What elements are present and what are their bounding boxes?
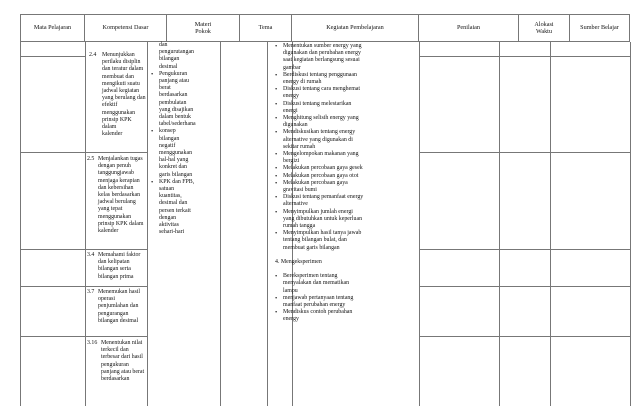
kegiatan-item: • Melakukan percobaan gaya gravitasi bumi	[275, 180, 418, 194]
row-separator	[85, 152, 147, 153]
row-separator	[419, 286, 630, 287]
kd-text: Memahami faktor dan kelipatan bilangan serta bilangan prima	[98, 252, 141, 280]
kd-number: 3.4	[87, 252, 95, 258]
row-separator	[20, 249, 85, 250]
kd-text: Menunjukkan perilaku disiplin dan teratur dalam membuat dan mengikuti suatu jadwal kegiatan yang berulang dan efektif menggunakan prinsip KPK dalam kalender	[102, 52, 146, 138]
row-separator	[419, 152, 630, 153]
kegiatan-cell	[275, 43, 418, 324]
kd-text: Menentukan nilai terkecil dan terbesar dari hasil pengukuran panjang atau berat berdasarkan	[101, 340, 145, 383]
materi-item: • KPK dan FPB, satuan kuantitas, desimal dan persen terkait dengan aktivitas sehari-hari	[151, 179, 219, 237]
materi-item: • Pengukuran panjang atau berat berdasarkan pembulatan yang disajikan dalam bentuk tabel/sederhana	[151, 71, 219, 129]
kegiatan-item: • Mendiskus contoh perubahan energy	[275, 309, 418, 323]
table-header-row	[20, 14, 630, 42]
col-line	[499, 42, 500, 406]
kegiatan-item: • Bereksperimen tentang menyalakan dan mematikan lampu	[275, 273, 418, 295]
row-separator	[419, 56, 630, 57]
kd-number: 2.4	[89, 52, 97, 58]
kegiatan-section-heading: 4. Mengeksperimen	[275, 258, 322, 265]
header-mata-pelajaran: Mata Pelajaran	[20, 15, 85, 41]
kegiatan-item: • Menentukan sumber energy yang digunakan dan perubahan energy saat kegiatan berlangsung sesuai gambar	[275, 43, 418, 72]
row-separator	[20, 336, 85, 337]
kegiatan-item: • Mendiskusikan tentang energy alternative yang digunakan di sekitar rumah	[275, 129, 418, 151]
kegiatan-item: • Berdiskusi tentang penggunaan energy di rumah	[275, 72, 418, 86]
col-line	[147, 42, 148, 406]
kd-text: Menjalankan tugas dengan penuh tanggungjawab menjaga kerapian dan kebersihan kelas berdasarkan jadwal berulang yang tepat menggunakan prinsip KPK dalam kalender	[98, 156, 144, 235]
kd-number: 2.5	[87, 156, 95, 162]
header-alokasi-waktu: Alokasi Waktu	[519, 15, 570, 41]
kegiatan-item: • Diskusi tentang melestarikan energi	[275, 101, 418, 115]
kegiatan-item: • Diskusi tentang pemanfaat energy alternative	[275, 194, 418, 208]
header-tema: Tema	[240, 15, 292, 41]
col-line	[20, 42, 21, 406]
header-kegiatan-pembelajaran: Kegiatan Pembelajaran	[292, 15, 419, 41]
kegiatan-item: • menjawab pertanyaan tentang manfaat perubahan energy	[275, 295, 418, 309]
col-line	[220, 42, 221, 406]
row-separator	[20, 286, 85, 287]
kegiatan-list-a	[275, 43, 418, 252]
kegiatan-item: • Melakukan percobaan gaya otot	[275, 173, 418, 180]
col-line	[630, 42, 631, 406]
kegiatan-item: • Menghitung selisih energy yang digunakan	[275, 115, 418, 129]
kegiatan-item: • Menyimpulkan jumlah energi yang dibutuhkan untuk keperluan rumah tangga	[275, 209, 418, 231]
row-separator	[419, 249, 630, 250]
header-materi-pokok: Materi Pokok	[167, 15, 240, 41]
col-line	[267, 42, 268, 406]
header-sumber-belajar: Sumber Belajar	[570, 15, 630, 41]
kegiatan-list-b	[275, 273, 418, 323]
header-kompetensi-dasar: Kompetensi Dasar	[85, 15, 167, 41]
col-line	[550, 42, 551, 406]
kegiatan-item: • Menyimpulkan hasil tanya jawab tentang bilangan bulat, dan membuat garis bilangan	[275, 230, 418, 252]
kegiatan-item: • Melakukan percobaan gaya gesek	[275, 165, 418, 172]
header-penilaian: Penilaian	[419, 15, 519, 41]
col-line	[85, 42, 86, 406]
row-separator	[419, 336, 630, 337]
row-separator	[85, 249, 147, 250]
row-separator	[85, 336, 147, 337]
kegiatan-item: • Mengelompokan makanan yang bergizi	[275, 151, 418, 165]
row-separator	[85, 286, 147, 287]
row-separator	[20, 56, 85, 57]
row-separator	[20, 152, 85, 153]
kd-number: 3.7	[87, 289, 95, 295]
kegiatan-item: • Diskusi tentang cara menghemat energy	[275, 86, 418, 100]
materi-item: • konsep bilangan negatif menggunakan hal-hal yang konkret dan garis bilangan	[151, 128, 219, 178]
kd-number: 3.16	[87, 340, 98, 346]
materi-pokok-cell: dan pengurutangan bilangan desimal • Pengukuran panjang atau berat berdasarkan pembulatan yang disajikan dalam bentuk tabel/sederhana • konsep bilangan negatif menggunakan hal-hal yang konkret dan garis bilangan • KPK dan FPB, satuan kuantitas, desimal dan persen terkait dengan aktivitas sehari-hari	[151, 42, 219, 236]
col-line	[419, 42, 420, 406]
kd-text: Menemukan hasil operasi penjumlahan dan pengurangan bilangan desimal	[98, 289, 141, 324]
